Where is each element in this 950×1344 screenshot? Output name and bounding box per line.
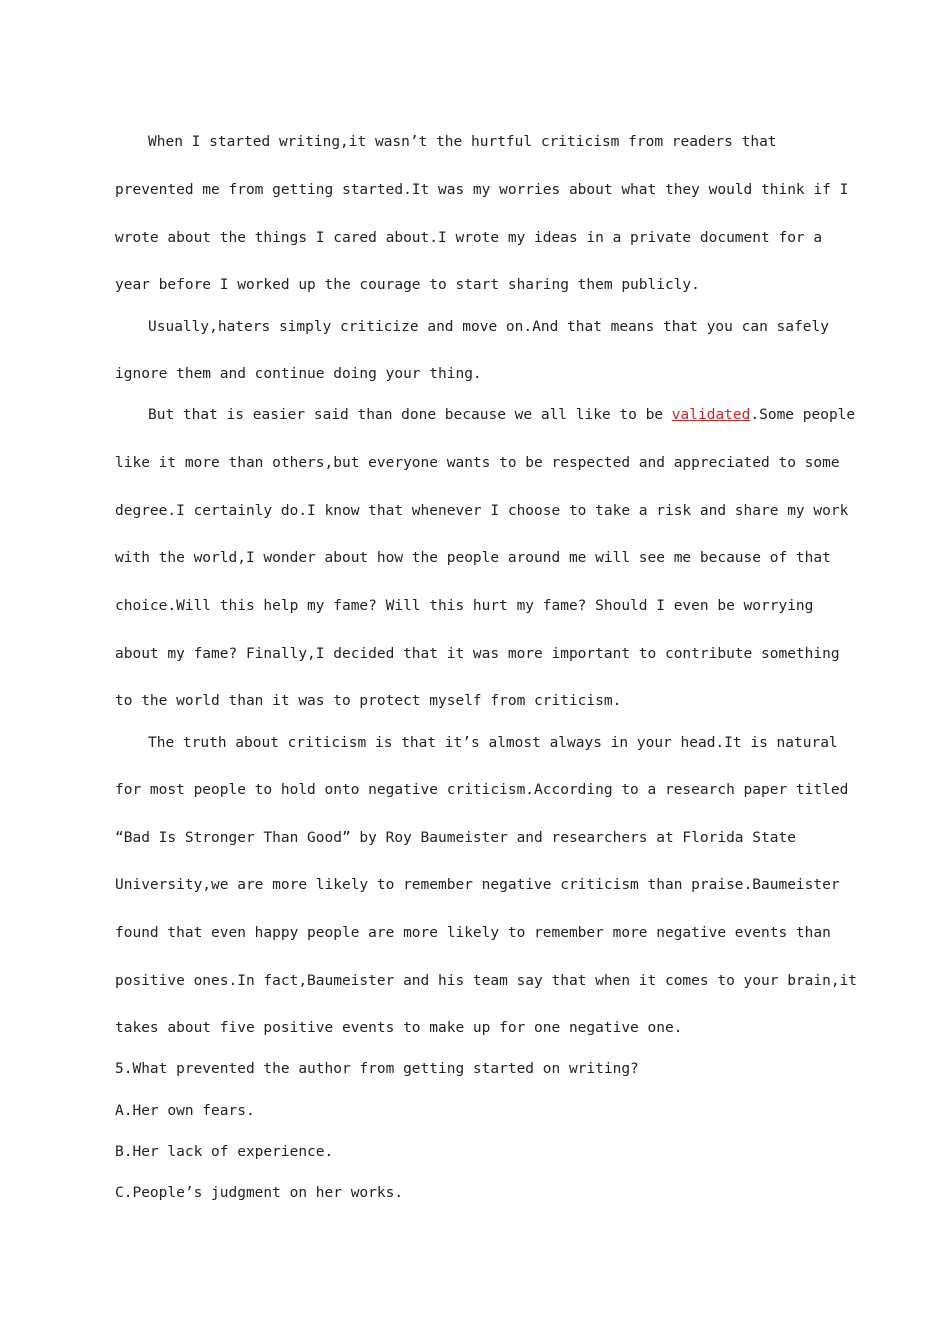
- option-a: A.Her own fears.: [115, 1103, 255, 1119]
- paragraph-4-line-4: University,we are more likely to remember negative criticism than praise.Baumeister: [115, 877, 840, 893]
- paragraph-2-line-1: Usually,haters simply criticize and move on.And that means that you can safely: [148, 319, 829, 335]
- paragraph-1-line-4: year before I worked up the courage to start sharing them publicly.: [115, 277, 700, 293]
- paragraph-3-line-3: degree.I certainly do.I know that whenever I choose to take a risk and share my work: [115, 503, 849, 519]
- paragraph-2-line-2: ignore them and continue doing your thing.: [115, 366, 482, 382]
- paragraph-3-line-1: [148, 405, 855, 425]
- paragraph-1-line-1: When I started writing,it wasn’t the hurtful criticism from readers that: [148, 134, 777, 150]
- paragraph-1-line-2: prevented me from getting started.It was my worries about what they would think if I: [115, 182, 849, 198]
- option-b: B.Her lack of experience.: [115, 1144, 334, 1160]
- paragraph-4-line-7: takes about five positive events to make up for one negative one.: [115, 1020, 683, 1036]
- paragraph-3-line-1-start: But that is easier said than done because we all like to be: [148, 407, 672, 423]
- paragraph-3-line-1-end: .Some people: [750, 407, 856, 423]
- paragraph-4-line-6: positive ones.In fact,Baumeister and his team say that when it comes to your brain,it: [115, 973, 858, 989]
- paragraph-3-line-5: choice.Will this help my fame? Will this hurt my fame? Should I even be worrying: [115, 598, 814, 614]
- paragraph-3-line-6: about my fame? Finally,I decided that it was more important to contribute something: [115, 646, 840, 662]
- paragraph-1-line-3: wrote about the things I cared about.I wrote my ideas in a private document for a: [115, 230, 823, 246]
- paragraph-3-line-7: to the world than it was to protect myself from criticism.: [115, 693, 622, 709]
- option-c: C.People’s judgment on her works.: [115, 1185, 404, 1201]
- question-stem: 5.What prevented the author from getting started on writing?: [115, 1061, 639, 1077]
- paragraph-4-line-1: The truth about criticism is that it’s almost always in your head.It is natural: [148, 735, 838, 751]
- highlighted-word-validated: validated: [671, 407, 751, 423]
- paragraph-3-line-2: like it more than others,but everyone wants to be respected and appreciated to some: [115, 455, 840, 471]
- paragraph-4-line-3: “Bad Is Stronger Than Good” by Roy Baumeister and researchers at Florida State: [115, 830, 796, 846]
- paragraph-4-line-5: found that even happy people are more likely to remember more negative events than: [115, 925, 831, 941]
- paragraph-3-line-4: with the world,I wonder about how the people around me will see me because of that: [115, 550, 831, 566]
- paragraph-4-line-2: for most people to hold onto negative criticism.According to a research paper titled: [115, 782, 849, 798]
